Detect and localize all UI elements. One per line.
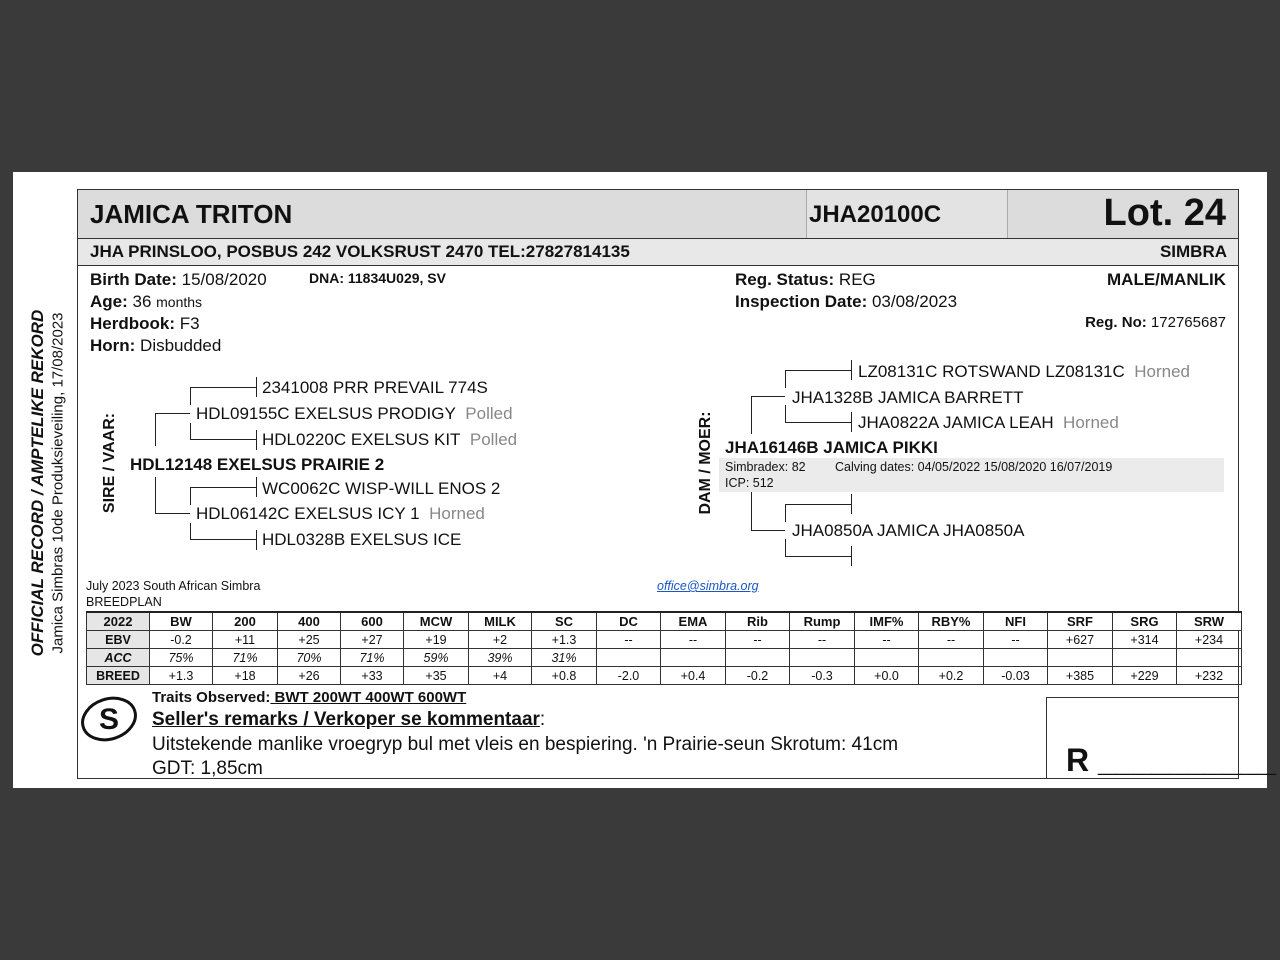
pedigree-line — [751, 396, 785, 397]
dam-sire-sire: LZ08131C ROTSWAND LZ08131C Horned — [858, 362, 1190, 381]
ebv-cell: 39% — [469, 649, 532, 667]
ebv-cell: -0.2 — [726, 667, 790, 685]
official-record-label: OFFICIAL RECORD / AMPTELIKE REKORD — [28, 309, 47, 657]
ebv-cell: -- — [919, 631, 984, 649]
ebv-header-cell: DC — [597, 612, 661, 631]
pedigree-line — [751, 492, 752, 530]
ebv-header-row — [87, 612, 1242, 631]
sire-label: SIRE / VAAR: — [101, 412, 118, 514]
ebv-cell: 70% — [278, 649, 341, 667]
sire-dam-sire: WC0062C WISP-WILL ENOS 2 — [262, 479, 501, 498]
pedigree-line — [851, 494, 852, 514]
pedigree-line — [256, 477, 257, 497]
reg-status: Reg. Status: REG — [735, 270, 876, 289]
pedigree-line — [155, 413, 156, 446]
ebv-row — [87, 667, 1242, 685]
ebv-cell: +234 — [1177, 631, 1242, 649]
sire-sire: HDL09155C EXELSUS PRODIGY Polled — [196, 404, 513, 423]
ebv-header-cell: EMA — [661, 612, 726, 631]
ebv-row-label: BREED — [87, 667, 150, 685]
remarks-title: Seller's remarks / Verkoper se kommentaar: — [152, 709, 546, 730]
pedigree-line — [256, 430, 257, 450]
ebv-cell: +11 — [213, 631, 278, 649]
breedplan-label: BREEDPLAN — [86, 595, 162, 609]
ebv-cell: +2 — [469, 631, 532, 649]
dam-icp: ICP: 512 — [725, 476, 774, 490]
ebv-cell — [1177, 649, 1242, 667]
ebv-cell: +4 — [469, 667, 532, 685]
ebv-cell: +314 — [1113, 631, 1177, 649]
sire-dam: HDL06142C EXELSUS ICY 1 Horned — [196, 504, 485, 523]
pedigree-line — [851, 360, 852, 380]
ebv-cell: -- — [597, 631, 661, 649]
ebv-cell: +229 — [1113, 667, 1177, 685]
pedigree-line — [751, 396, 752, 434]
pedigree-line — [256, 377, 257, 397]
reg-number: Reg. No: 172765687 — [1085, 314, 1226, 331]
ebv-cell — [1113, 649, 1177, 667]
ebv-cell: +26 — [278, 667, 341, 685]
pedigree-line — [851, 412, 852, 432]
ebv-table — [86, 611, 1242, 685]
ebv-cell: +27 — [341, 631, 404, 649]
ebv-header-cell: SC — [532, 612, 597, 631]
ebv-cell: +232 — [1177, 667, 1242, 685]
dam-simbradex: Simbradex: 82 — [725, 460, 806, 474]
sire-sire-sire: 2341008 PRR PREVAIL 774S — [262, 378, 488, 397]
pedigree-line — [851, 546, 852, 566]
ebv-cell: -- — [790, 631, 855, 649]
ebv-cell: -0.3 — [790, 667, 855, 685]
simbra-logo-icon — [80, 696, 138, 742]
ebv-cell: 71% — [213, 649, 278, 667]
ebv-cell: +35 — [404, 667, 469, 685]
pedigree-line — [155, 513, 190, 514]
ebv-cell — [790, 649, 855, 667]
ebv-cell — [1048, 649, 1113, 667]
ebv-header-cell: 600 — [341, 612, 404, 631]
pedigree-line — [190, 539, 256, 540]
ebv-cell: +19 — [404, 631, 469, 649]
ebv-header-cell: 200 — [213, 612, 278, 631]
ebv-cell — [597, 649, 661, 667]
ebv-cell: 59% — [404, 649, 469, 667]
dna-info: DNA: 11834U029, SV — [309, 270, 446, 286]
ebv-cell: -- — [661, 631, 726, 649]
lot-number: Lot. 24 — [1103, 192, 1226, 234]
ebv-header-cell: IMF% — [855, 612, 919, 631]
ebv-header-cell: SRW — [1177, 612, 1242, 631]
pedigree-line — [190, 487, 256, 488]
sire-sire-dam: HDL0220C EXELSUS KIT Polled — [262, 430, 518, 449]
pedigree-line — [190, 439, 256, 440]
age: Age: 36 months — [90, 292, 203, 311]
ebv-header-cell: Rib — [726, 612, 790, 631]
ebv-cell: +33 — [341, 667, 404, 685]
ebv-cell: +25 — [278, 631, 341, 649]
herdbook: Herdbook: F3 — [90, 314, 200, 333]
traits-observed: Traits Observed: BWT 200WT 400WT 600WT — [152, 689, 467, 706]
ebv-cell: +0.4 — [661, 667, 726, 685]
pedigree-line — [785, 405, 786, 422]
birth-date: Birth Date: 15/08/2020 — [90, 270, 267, 289]
ebv-cell: +0.0 — [855, 667, 919, 685]
pedigree-line — [190, 387, 256, 388]
pedigree-line — [256, 530, 257, 550]
ebv-cell — [855, 649, 919, 667]
ebv-cell: -- — [855, 631, 919, 649]
ebv-row-label: EBV — [87, 631, 150, 649]
ebv-cell: -2.0 — [597, 667, 661, 685]
pedigree-line — [785, 370, 786, 388]
pedigree-line — [785, 504, 786, 522]
ebv-header-cell: MILK — [469, 612, 532, 631]
ebv-header-cell: 2022 — [87, 612, 150, 631]
ebv-header-cell: MCW — [404, 612, 469, 631]
dam-name: JHA16146B JAMICA PIKKI — [725, 438, 938, 457]
ebv-cell — [726, 649, 790, 667]
animal-reg-code: JHA20100C — [809, 201, 942, 228]
ebv-cell: +385 — [1048, 667, 1113, 685]
dam-sire: JHA1328B JAMICA BARRETT — [792, 388, 1024, 407]
ebv-row — [87, 649, 1242, 667]
ebv-row — [87, 631, 1242, 649]
ebv-cell: -- — [984, 631, 1048, 649]
ebv-header-cell: NFI — [984, 612, 1048, 631]
horn-status: Horn: Disbudded — [90, 336, 222, 355]
breeder-line: JHA PRINSLOO, POSBUS 242 VOLKSRUST 2470 TEL:27827814135 — [90, 242, 630, 261]
inspection-date: Inspection Date: 03/08/2023 — [735, 292, 958, 311]
price-field[interactable]: R __________ — [1066, 742, 1276, 778]
email-link[interactable]: office@simbra.org — [657, 579, 759, 593]
pedigree-line — [785, 539, 786, 556]
ebv-cell: +18 — [213, 667, 278, 685]
ebv-cell — [984, 649, 1048, 667]
ebv-cell: 75% — [150, 649, 213, 667]
ebv-cell — [919, 649, 984, 667]
ebv-cell: -0.03 — [984, 667, 1048, 685]
ebv-cell: +627 — [1048, 631, 1113, 649]
pedigree-line — [190, 487, 191, 505]
pedigree-line — [785, 370, 851, 371]
pedigree-line — [785, 504, 851, 505]
pedigree-line — [155, 477, 156, 514]
ebv-header-cell: RBY% — [919, 612, 984, 631]
ebv-cell — [661, 649, 726, 667]
sire-dam-dam: HDL0328B EXELSUS ICE — [262, 530, 462, 549]
remarks-line-1: Uitstekende manlike vroegryp bul met vleis en bespiering. 'n Prairie-seun Skrotum: 41cm — [152, 734, 899, 755]
ebv-cell: 71% — [341, 649, 404, 667]
ebv-cell: 31% — [532, 649, 597, 667]
ebv-cell: +0.8 — [532, 667, 597, 685]
ebv-cell: +1.3 — [532, 631, 597, 649]
ebv-cell: +1.3 — [150, 667, 213, 685]
ebv-header-cell: SRG — [1113, 612, 1177, 631]
ebv-cell: -0.2 — [150, 631, 213, 649]
dam-sire-dam: JHA0822A JAMICA LEAH Horned — [858, 413, 1119, 432]
sex-label: MALE/MANLIK — [1107, 270, 1226, 289]
ebv-cell: +0.2 — [919, 667, 984, 685]
ebv-cell: -- — [726, 631, 790, 649]
ebv-header-cell: 400 — [278, 612, 341, 631]
pedigree-line — [155, 413, 190, 414]
remarks-line-2: GDT: 1,85cm — [152, 758, 263, 779]
svg-text:S: S — [98, 703, 120, 736]
ebv-header-cell: SRF — [1048, 612, 1113, 631]
pedigree-line — [751, 530, 785, 531]
dam-dam: JHA0850A JAMICA JHA0850A — [792, 521, 1025, 540]
ebv-header-cell: Rump — [790, 612, 855, 631]
pedigree-line — [190, 387, 191, 405]
dam-label: DAM / MOER: — [697, 411, 714, 515]
pedigree-line — [785, 422, 851, 423]
dam-calving-dates: Calving dates: 04/05/2022 15/08/2020 16/07/2019 — [835, 460, 1113, 474]
breedplan-title: July 2023 South African Simbra — [86, 579, 261, 593]
sale-name-label: Jamica Simbras 10de Produksieveiling, 17/08/2023 — [49, 312, 67, 654]
ebv-row-label: ACC — [87, 649, 150, 667]
animal-name: JAMICA TRITON — [90, 199, 293, 229]
pedigree-line — [190, 523, 191, 539]
breed-label: SIMBRA — [1159, 242, 1227, 261]
pedigree-line — [785, 556, 851, 557]
sire-name: HDL12148 EXELSUS PRAIRIE 2 — [130, 455, 385, 474]
pedigree-line — [190, 423, 191, 439]
ebv-header-cell: BW — [150, 612, 213, 631]
